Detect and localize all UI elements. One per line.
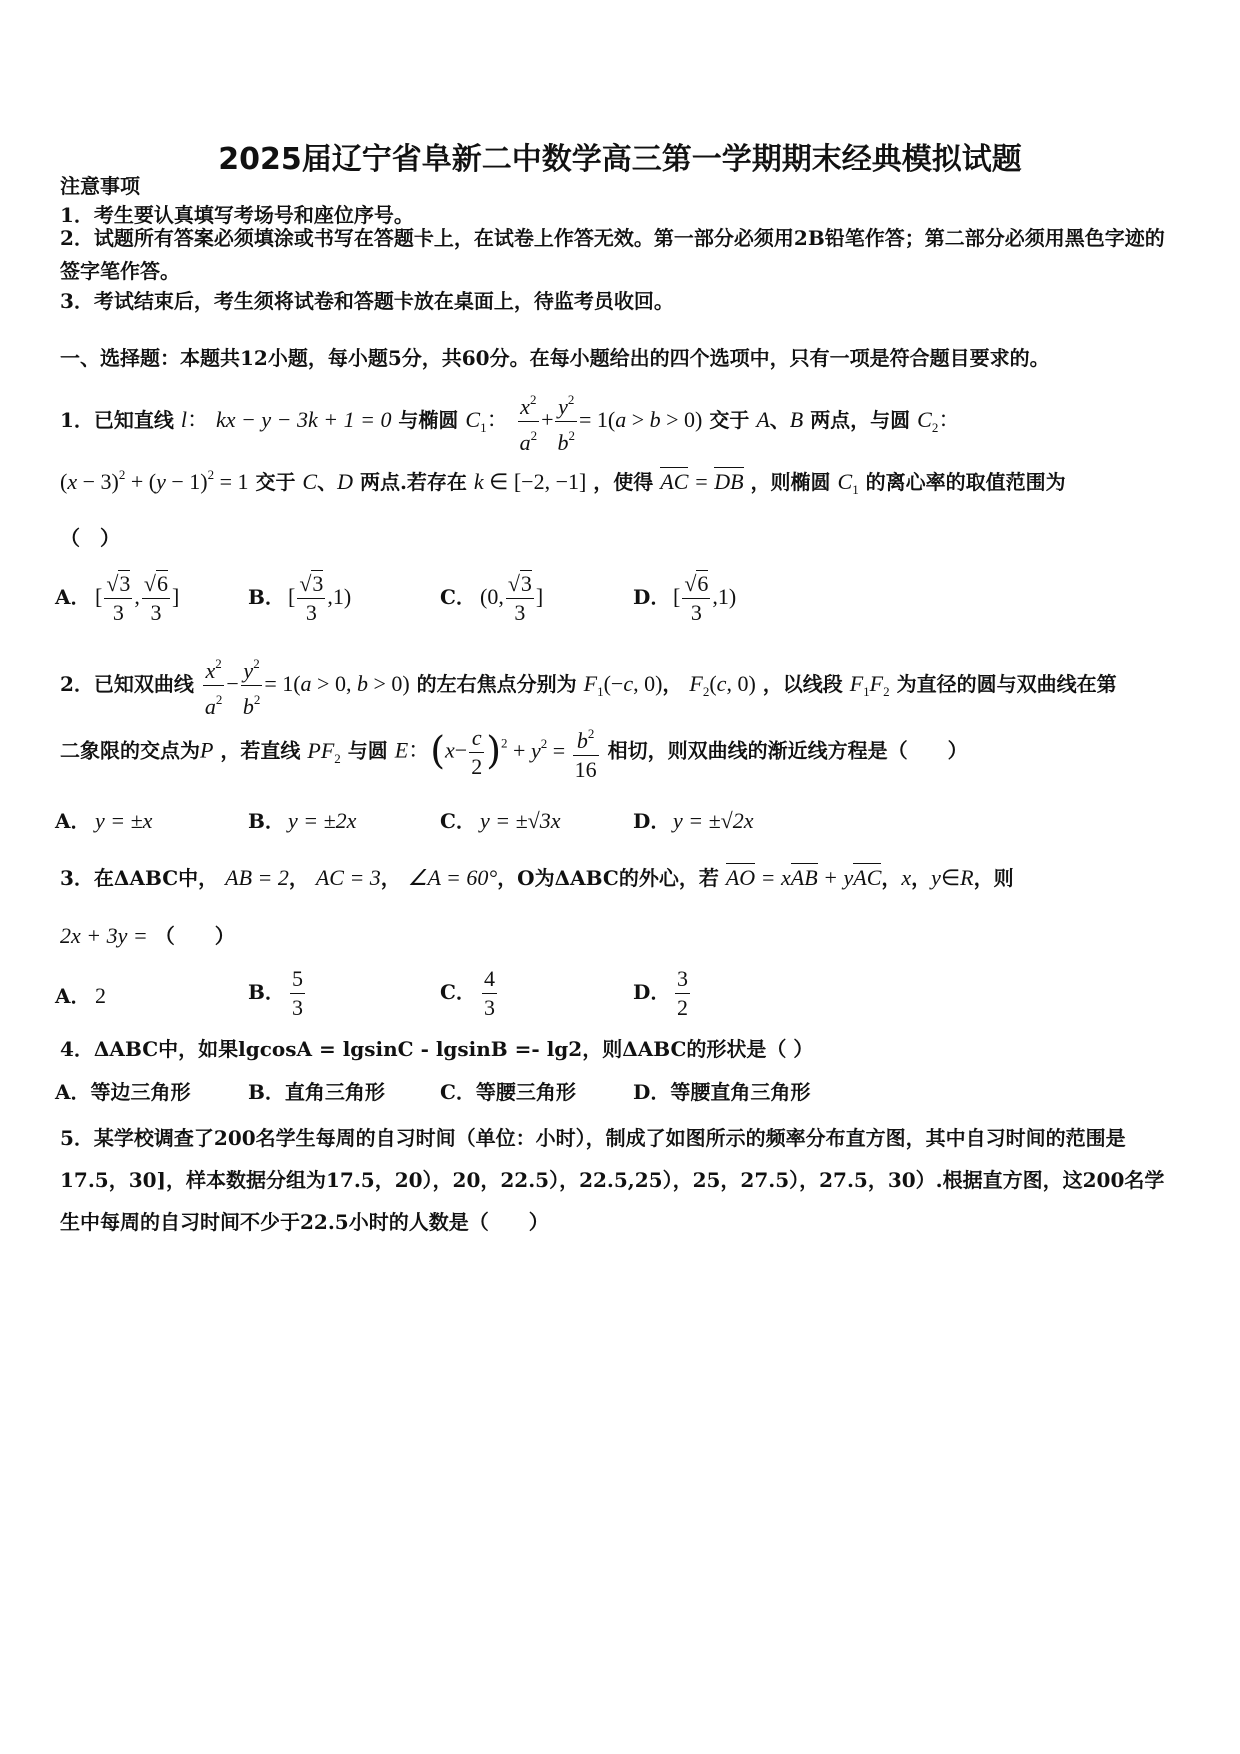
- question-3-line-1: 3．在ΔABC中， AB = 2， AC = 3， ∠A = 60°，O为ΔABC的外心，若 AO = xAB + yAC，x，y∈R，则: [60, 865, 1014, 890]
- q3-option-b: B． $\frac{5}{3}$: [248, 966, 303, 1020]
- question-4: 4．ΔABC中，如果lgcosA = lgsinC - lgsinB =- lg2，则ΔABC的形状是（ ）: [60, 1037, 814, 1061]
- q1-paren: （ ）: [60, 526, 120, 550]
- q1-option-b: B． [ $\frac{√3}{3}$ ,1): [248, 571, 352, 625]
- q1-text-5: 交于: [255, 470, 296, 494]
- q3-expression: 2x + 3y =: [60, 923, 148, 948]
- q2-text-8: 相切，则双曲线的渐近线方程是（ ）: [607, 738, 968, 763]
- q1-text-3: 交于: [709, 408, 750, 432]
- question-1-line-1: 1．已知直线 l： kx − y − 3k + 1 = 0 与椭圆 $C_1$： $\frac{x^2}{a^2}$ + $\frac{y^2}{b^2}$ = 1(a > b > 0) 交于 A、B 两点，与圆 $C_2$：: [60, 386, 960, 457]
- q1-line-equation: kx − y − 3k + 1 = 0: [216, 407, 392, 432]
- q2-text-2: 的左右焦点分别为: [416, 672, 577, 696]
- q1-text-6: 两点.若存在: [359, 470, 467, 494]
- q2-text-7: 与圆: [347, 738, 388, 763]
- q2-option-a: A． y = ±x: [55, 808, 153, 833]
- q2-text-3: ，以线段: [762, 672, 843, 696]
- q3-text-2: ，O为ΔABC的外心，若: [497, 866, 719, 890]
- q1-option-d: D． [ $\frac{√6}{3}$ ,1): [633, 571, 737, 625]
- q2-option-d: D． y = ±√2x: [633, 808, 754, 833]
- notice-heading: 注意事项: [60, 174, 140, 198]
- question-1-line-2: $(x - 3)^2 + (y - 1)^2 = 1$ 交于 C、D 两点.若存在 k ∈ [−2, −1] ，使得 AC = DB ，则椭圆 $C_1$ 的离心率的取值范围为: [60, 467, 1066, 497]
- q4-option-d: D．等腰直角三角形: [633, 1080, 811, 1104]
- question-2-line-1: 2．已知双曲线 $\frac{x^2}{a^2}$ − $\frac{y^2}{b^2}$ = 1(a > 0, b > 0) 的左右焦点分别为 $F_1(-c$, 0)， $F_2(c$, 0) ，以线段 $F_1F_2$ 为直径的圆与双曲线在第: [60, 650, 1117, 721]
- q2-text-4: 为直径的圆与双曲线在第: [896, 672, 1117, 696]
- q4-option-c: C．等腰三角形: [440, 1080, 576, 1104]
- q1-text-4: 两点，与圆: [810, 408, 911, 432]
- q1-text-8: ，则椭圆: [750, 470, 831, 494]
- section-heading: 一、选择题：本题共12小题，每小题5分，共60分。在每小题给出的四个选项中，只有一项是符合题目要求的。: [60, 346, 1050, 370]
- q2-text-5: 二象限的交点为: [60, 738, 200, 763]
- q1-option-c: C． (0, $\frac{√3}{3}$ ]: [440, 571, 544, 625]
- q3-text-1: 在ΔABC中，: [93, 866, 219, 890]
- q2-option-c: C． y = ±√3x: [440, 808, 561, 833]
- exam-title: 2025届辽宁省阜新二中数学高三第一学期期末经典模拟试题: [218, 142, 1022, 177]
- q3-option-a: A． 2: [55, 983, 106, 1008]
- q2-text-1: 已知双曲线: [93, 672, 194, 696]
- q2-text-6: ，若直线: [220, 738, 301, 763]
- q1-number: 1．: [60, 408, 94, 432]
- q3-paren: （ ）: [154, 924, 235, 948]
- q1-option-a: A． [ $\frac{√3}{3}$ , $\frac{√6}{3}$ ]: [55, 571, 180, 625]
- question-3-line-2: [60, 920, 235, 949]
- q4-option-a: A．等边三角形: [55, 1080, 191, 1104]
- q1-text-1: 已知直线: [93, 408, 174, 432]
- notice-item-1: 1．考生要认真填写考场号和座位序号。: [60, 203, 414, 227]
- q1-text-7: ，使得: [593, 470, 654, 494]
- notice-item-2: 2．试题所有答案必须填涂或书写在答题卡上，在试卷上作答无效。第一部分必须用2B铅笔作答；第二部分必须用黑色字迹的签字笔作答。: [60, 226, 1165, 283]
- q2-option-b: B． y = ±2x: [248, 808, 357, 833]
- q3-option-d: D． $\frac{3}{2}$: [633, 966, 688, 1020]
- q1-text-2: 与椭圆: [398, 408, 459, 432]
- q1-text-9: 的离心率的取值范围为: [865, 470, 1066, 494]
- question-5: 5．某学校调查了200名学生每周的自习时间（单位：小时），制成了如图所示的频率分布直方图，其中自习时间的范围是17.5，30]，样本数据分组为17.5，20），20，22.5），22.5,25），25，27.5），27.5，30）.根据直方图，这200名学生中每周的自习时间不少于22.5小时的人数是（ ）: [60, 1126, 1165, 1234]
- question-2-line-2: 二象限的交点为P ，若直线 $PF_2$ 与圆 E：(x− $\frac{c}{2}$ )$^2 + y^2$ = $\frac{b^2}{16}$ 相切，则双曲线的渐近线方程是（ ）: [60, 720, 968, 784]
- q4-option-b: B．直角三角形: [248, 1080, 385, 1104]
- notice-item-3: 3．考试结束后，考生须将试卷和答题卡放在桌面上，待监考员收回。: [60, 289, 674, 313]
- q3-option-c: C． $\frac{4}{3}$: [440, 966, 495, 1020]
- q3-text-3: 则: [993, 866, 1014, 890]
